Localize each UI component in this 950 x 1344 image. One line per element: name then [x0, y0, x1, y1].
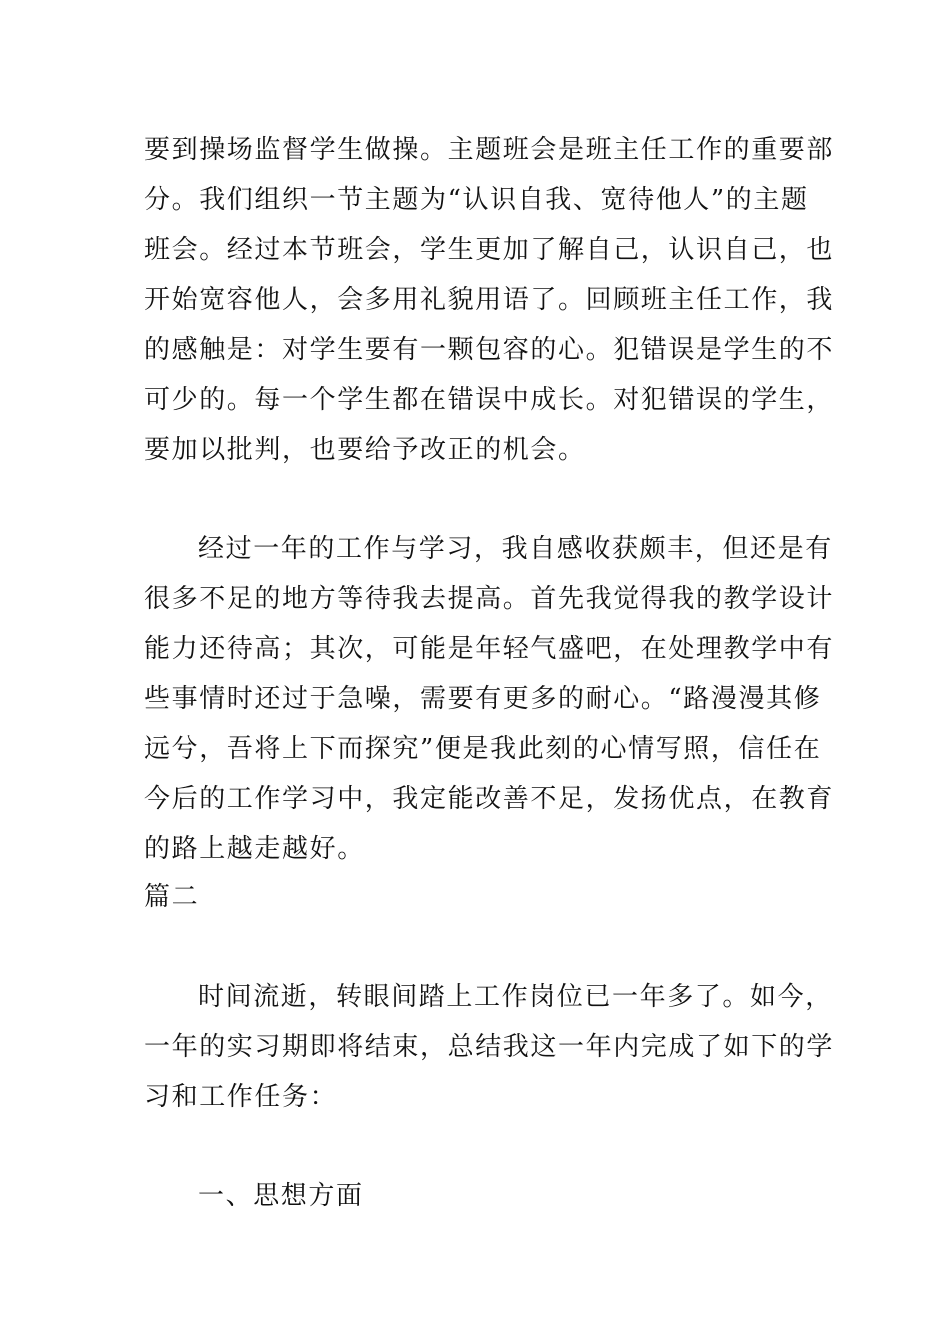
paragraph-1-line-6: 可少的。每一个学生都在错误中成长。对犯错误的学生，	[144, 385, 835, 415]
paragraph-2-line-7: 的路上越走越好。	[144, 834, 365, 864]
section-heading: 一、思想方面	[198, 1181, 364, 1211]
paragraph-1-line-4: 开始宽容他人，会多用礼貌用语了。回顾班主任工作，我	[144, 285, 835, 315]
paragraph-1-line-1: 要到操场监督学生做操。主题班会是班主任工作的重要部	[144, 135, 835, 165]
paragraph-2-line-5: 远兮，吾将上下而探究”便是我此刻的心情写照，信任在	[144, 734, 822, 764]
paragraph-1-line-3: 班会。经过本节班会，学生更加了解自己，认识自己，也	[144, 235, 835, 265]
paragraph-1-line-2: 分。我们组织一节主题为“认识自我、宽待他人”的主题	[144, 185, 809, 215]
paragraph-2-line-1: 经过一年的工作与学习，我自感收获颇丰，但还是有	[198, 534, 833, 564]
paragraph-3-line-2: 一年的实习期即将结束，总结我这一年内完成了如下的学	[144, 1032, 835, 1062]
paragraph-2-line-6: 今后的工作学习中，我定能改善不足，发扬优点，在教育	[144, 784, 835, 814]
paragraph-3-line-1: 时间流逝，转眼间踏上工作岗位已一年多了。如今，	[198, 982, 833, 1012]
paragraph-3-line-3: 习和工作任务：	[144, 1082, 338, 1112]
paragraph-2-line-2: 很多不足的地方等待我去提高。首先我觉得我的教学设计	[144, 584, 835, 614]
paragraph-2-line-3: 能力还待高；其次，可能是年轻气盛吧，在处理教学中有	[144, 634, 835, 664]
paragraph-2-line-4: 些事情时还过于急噪，需要有更多的耐心。“路漫漫其修	[144, 684, 822, 714]
section-label: 篇二	[144, 882, 200, 912]
paragraph-1-line-7: 要加以批判，也要给予改正的机会。	[144, 435, 586, 465]
paragraph-1-line-5: 的感触是：对学生要有一颗包容的心。犯错误是学生的不	[144, 335, 835, 365]
